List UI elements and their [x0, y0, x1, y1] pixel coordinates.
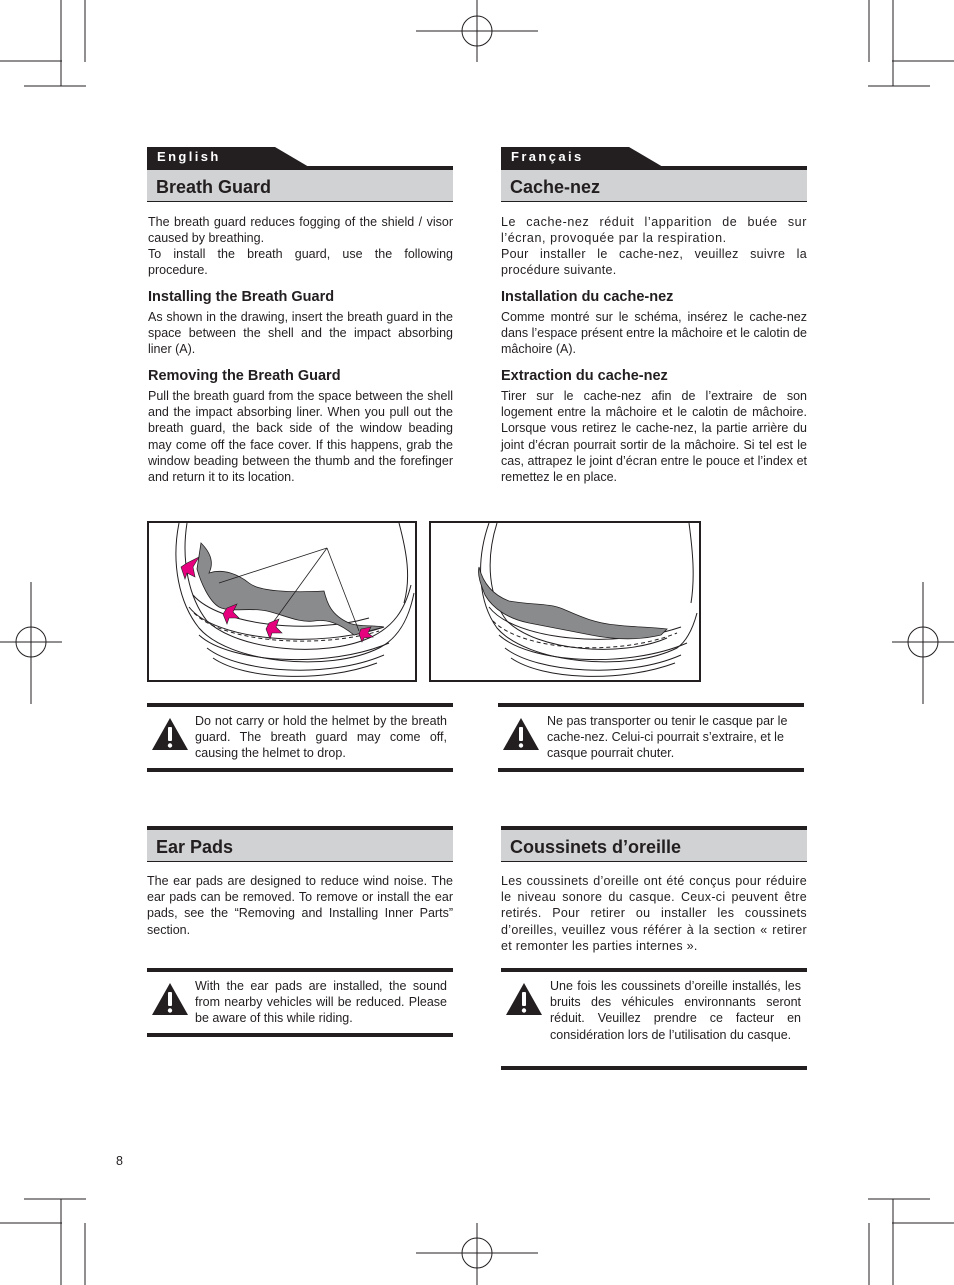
- language-tab-english: [147, 147, 312, 167]
- section-header-ear-pads: [147, 826, 453, 861]
- paragraph: Les coussinets d’oreille ont été conçus pour réduire le niveau sonore du casque. Ceux-ci peuvent être retirés. Pour retirer ou installer les coussinets d’oreilles, veuillez vous référer à la section « retirer et remonter les parties internes ».: [501, 874, 807, 953]
- warning-box: [498, 703, 804, 772]
- section-title: Breath Guard: [156, 177, 272, 197]
- paragraph: Pull the breath guard from the space between the shell and the impact absorbing liner. When you pull out the breath guard, the back side of the window beading may come off the face cover. If this happens, grab the window beading between the thumb and the forefinger and return it to its location.: [148, 389, 453, 485]
- helmet-interior-illustration: [149, 523, 415, 680]
- paragraph: As shown in the drawing, insert the breath guard in the space between the shell and the impact absorbing liner (A).: [148, 310, 453, 357]
- warning-triangle-icon: [151, 982, 189, 1016]
- paragraph: The breath guard reduces fogging of the shield / visor caused by breathing.: [148, 215, 453, 246]
- warning-triangle-icon: [502, 717, 540, 751]
- subheading: Installation du cache-nez: [501, 289, 674, 305]
- subheading: Installing the Breath Guard: [148, 289, 335, 305]
- warning-triangle-icon: [505, 982, 543, 1016]
- subheading: Extraction du cache-nez: [501, 368, 668, 384]
- arrow-icon: [266, 619, 282, 639]
- figure-installing-breath-guard: [147, 521, 417, 682]
- warning-text: Ne pas transporter ou tenir le casque par le cache-nez. Celui-ci pourrait s’extraire, et le casque pourrait chuter.: [547, 714, 788, 761]
- language-tab-label: Français: [511, 149, 584, 164]
- section-title: Ear Pads: [156, 837, 234, 857]
- helmet-interior-illustration: [431, 523, 699, 680]
- warning-box: [147, 968, 453, 1037]
- warning-box: [501, 968, 807, 1070]
- language-tab-french: [501, 147, 666, 167]
- divider: [501, 201, 807, 202]
- arrow-icon: [181, 557, 199, 579]
- warning-box: [147, 703, 453, 772]
- section-header-breath-guard: [147, 166, 453, 201]
- section-header-cache-nez: [501, 166, 807, 201]
- paragraph: Le cache-nez réduit l’apparition de buée sur l’écran, provoquée par la respiration.: [501, 215, 807, 246]
- subheading: Removing the Breath Guard: [148, 368, 341, 384]
- divider: [147, 201, 453, 202]
- warning-triangle-icon: [151, 717, 189, 751]
- page-number: 8: [116, 1154, 123, 1168]
- section-header-coussinets: [501, 826, 807, 861]
- paragraph: Comme montré sur le schéma, insérez le cache-nez dans l’espace présent entre la mâchoire et le calotin de mâchoire (A).: [501, 310, 807, 357]
- warning-text: Une fois les coussinets d’oreille installés, les bruits des véhicules environnants seront réduit. Veuillez prendre ce facteur en considération lors de l’utilisation du casque.: [550, 979, 801, 1042]
- paragraph: The ear pads are designed to reduce wind noise. The ear pads can be removed. To remove or install the ear pads, see the “Removing and Installing Inner Parts” section.: [147, 874, 453, 937]
- section-title: Cache-nez: [510, 177, 601, 197]
- paragraph: Tirer sur le cache-nez afin de l’extraire de son logement entre la mâchoire et le calotin de mâchoire. Lorsque vous retirez le cache-nez, la partie arrière du joint d’écran pourrait sortir de la mâchoire. Si tel est le cas, attrapez le joint d’écran entre le pouce et l’index et remettez le en place.: [501, 389, 807, 485]
- figure-installed-breath-guard: [429, 521, 701, 682]
- paragraph: Pour installer le cache-nez, veuillez suivre la procédure suivante.: [501, 247, 807, 278]
- divider: [147, 861, 453, 862]
- paragraph: To install the breath guard, use the following procedure.: [148, 247, 453, 278]
- language-tab-label: English: [157, 149, 221, 164]
- warning-text: Do not carry or hold the helmet by the breath guard. The breath guard may come off, causing the helmet to drop.: [195, 714, 447, 761]
- section-title: Coussinets d’oreille: [510, 837, 682, 857]
- divider: [501, 861, 807, 862]
- warning-text: With the ear pads are installed, the sound from nearby vehicles will be reduced. Please be aware of this while riding.: [195, 979, 447, 1026]
